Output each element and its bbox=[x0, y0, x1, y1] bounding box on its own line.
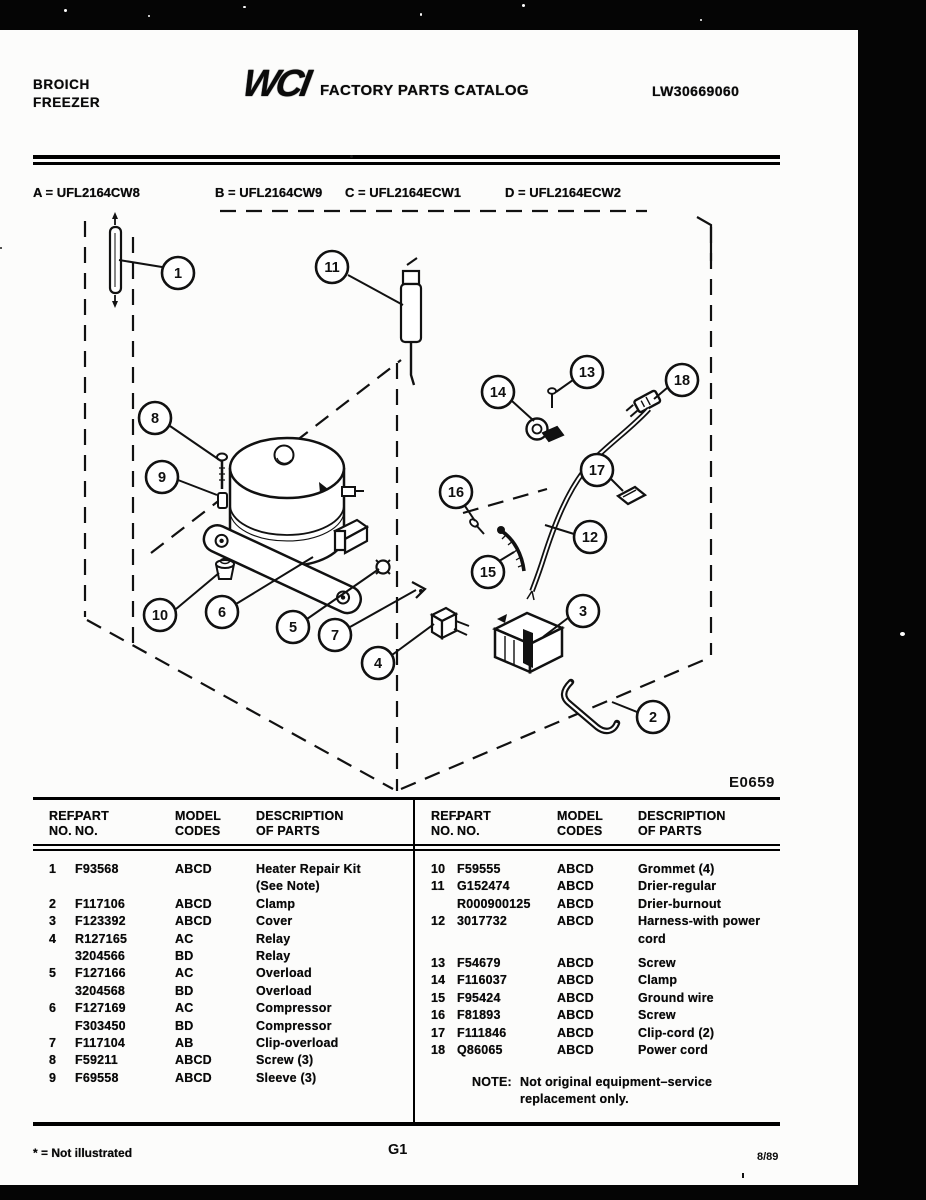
cell-part-number: G152474 bbox=[457, 879, 510, 894]
cell-model-codes: ABCD bbox=[175, 914, 212, 929]
svg-text:10: 10 bbox=[151, 608, 169, 624]
cell-part-number: R000900125 bbox=[457, 896, 531, 911]
table-note bbox=[472, 1074, 780, 1108]
cell-description: Drier-burnout bbox=[638, 896, 722, 911]
scan-speck bbox=[64, 9, 67, 12]
callout-1 bbox=[162, 257, 194, 289]
callout-4 bbox=[362, 647, 394, 679]
cell-part-number: F69558 bbox=[75, 1070, 119, 1085]
svg-text:13: 13 bbox=[578, 365, 596, 381]
cell-description: Overload bbox=[256, 966, 312, 981]
cell-model-codes: ABCD bbox=[557, 1025, 594, 1040]
callout-13 bbox=[571, 356, 603, 388]
svg-text:4: 4 bbox=[373, 656, 383, 672]
cabinet-corner bbox=[697, 217, 711, 261]
svg-text:15: 15 bbox=[479, 565, 497, 581]
scan-speck bbox=[350, 155, 353, 158]
cell-ref: 10 bbox=[431, 862, 446, 876]
cell-part-number: 3204568 bbox=[75, 983, 126, 998]
part-overload bbox=[376, 560, 390, 574]
cell-model-codes: BD bbox=[175, 1018, 194, 1033]
model-a: A = UFL2164CW8 bbox=[33, 185, 140, 200]
cell-model-codes: BD bbox=[175, 948, 194, 963]
scan-speck bbox=[420, 13, 422, 16]
callout-5 bbox=[277, 611, 309, 643]
part-drier bbox=[401, 258, 421, 385]
cell-description: Clamp bbox=[256, 896, 296, 911]
footer-date: 8/89 bbox=[757, 1151, 779, 1163]
cell-description: Screw (3) bbox=[256, 1053, 314, 1068]
parts-table-left-body bbox=[33, 861, 413, 1087]
table-row bbox=[33, 983, 413, 1000]
table-row bbox=[415, 913, 780, 930]
callout-18 bbox=[666, 364, 698, 396]
cell-description: Compressor bbox=[256, 1018, 332, 1033]
table-row bbox=[415, 931, 780, 948]
svg-text:5: 5 bbox=[288, 620, 298, 636]
parts-table-right-body bbox=[415, 861, 780, 1059]
scan-speck bbox=[700, 19, 702, 21]
svg-text:11: 11 bbox=[324, 260, 340, 276]
model-code-line bbox=[0, 185, 858, 203]
callout-12 bbox=[574, 521, 606, 553]
svg-text:2: 2 bbox=[648, 710, 658, 726]
cell-ref: 3 bbox=[49, 914, 57, 929]
parts-table-left bbox=[33, 800, 415, 1122]
cell-ref: 18 bbox=[431, 1042, 446, 1057]
cell-part-number: 3204566 bbox=[75, 948, 126, 963]
cell-part-number: F95424 bbox=[457, 990, 501, 1005]
part-clip-overload bbox=[412, 582, 425, 598]
table-header-left: REF. NO. PART NO. MODEL CODES DESCRIPTION OF PARTS bbox=[49, 809, 344, 838]
callout-6 bbox=[206, 596, 238, 628]
table-row bbox=[33, 965, 413, 982]
note-line-2: replacement only. bbox=[520, 1092, 629, 1107]
cell-description: Screw bbox=[638, 955, 676, 970]
svg-text:14: 14 bbox=[489, 385, 507, 401]
cell-model-codes: ABCD bbox=[175, 862, 212, 876]
cell-ref: 17 bbox=[431, 1025, 446, 1040]
cell-ref bbox=[415, 896, 457, 913]
table-row bbox=[33, 861, 413, 878]
diagram-code: E0659 bbox=[729, 774, 775, 791]
scan-border-top bbox=[0, 0, 926, 30]
scan-speck bbox=[742, 1173, 744, 1178]
cell-description: Compressor bbox=[256, 1001, 332, 1016]
table-row bbox=[33, 913, 413, 930]
table-row bbox=[33, 1018, 413, 1035]
cell-description: (See Note) bbox=[256, 879, 320, 894]
cell-model-codes: ABCD bbox=[175, 1053, 212, 1068]
parts-table-right bbox=[415, 800, 780, 1122]
table-row bbox=[33, 1070, 413, 1087]
cell-ref: 16 bbox=[431, 1008, 446, 1023]
cell-model-codes: ABCD bbox=[175, 896, 212, 911]
footer-not-illustrated: * = Not illustrated bbox=[33, 1146, 133, 1160]
cell-part-number: F111846 bbox=[457, 1025, 507, 1040]
cell-part-number: F59211 bbox=[75, 1053, 118, 1068]
table-row bbox=[33, 878, 413, 895]
document-number: LW30669060 bbox=[652, 83, 740, 99]
callout-7 bbox=[319, 619, 351, 651]
part-screw-13 bbox=[548, 388, 556, 408]
cell-model-codes: ABCD bbox=[557, 896, 594, 911]
cell-description: Overload bbox=[256, 983, 312, 998]
table-row bbox=[33, 931, 413, 948]
table-row bbox=[415, 1025, 780, 1042]
cell-part-number: F93568 bbox=[75, 862, 119, 876]
cell-part-number: F303450 bbox=[75, 1018, 126, 1033]
table-row bbox=[415, 896, 780, 913]
svg-text:12: 12 bbox=[581, 530, 599, 546]
cell-description: Harness-with power bbox=[638, 914, 761, 929]
part-cover bbox=[495, 613, 562, 672]
cell-ref: 2 bbox=[49, 896, 57, 911]
callout-8 bbox=[139, 402, 171, 434]
cell-model-codes: AC bbox=[175, 966, 194, 981]
part-clamp-2 bbox=[564, 682, 617, 731]
svg-text:16: 16 bbox=[447, 485, 465, 501]
cell-description: cord bbox=[638, 931, 666, 946]
scan-speck bbox=[900, 632, 905, 636]
table-row bbox=[33, 896, 413, 913]
svg-text:6: 6 bbox=[217, 605, 227, 621]
cell-model-codes: AB bbox=[175, 1035, 194, 1050]
table-row bbox=[415, 861, 780, 878]
table-header-right: REF. NO. PART NO. MODEL CODES DESCRIPTION OF PARTS bbox=[431, 809, 726, 838]
catalog-title: FACTORY PARTS CATALOG bbox=[320, 82, 529, 99]
cell-part-number: Q86065 bbox=[457, 1042, 503, 1057]
table-row bbox=[415, 955, 780, 972]
cell-ref bbox=[33, 983, 75, 1000]
part-relay bbox=[432, 608, 469, 638]
svg-text:18: 18 bbox=[673, 373, 691, 389]
svg-text:8: 8 bbox=[150, 411, 160, 427]
cell-ref: 5 bbox=[49, 966, 57, 981]
cell-model-codes bbox=[557, 931, 638, 948]
cell-ref: 15 bbox=[431, 990, 446, 1005]
table-row bbox=[33, 1035, 413, 1052]
cell-part-number: F81893 bbox=[457, 1008, 501, 1023]
cell-description: Screw bbox=[638, 1008, 676, 1023]
header-rule bbox=[33, 844, 413, 851]
header-rule bbox=[415, 844, 780, 851]
cell-part-number: F54679 bbox=[457, 955, 501, 970]
part-screw-16 bbox=[469, 518, 484, 534]
cell-description: Clip-overload bbox=[256, 1035, 339, 1050]
cell-ref: 11 bbox=[431, 879, 445, 894]
scan-speck bbox=[243, 6, 246, 8]
scan-speck bbox=[522, 4, 525, 7]
scan-speck bbox=[148, 15, 150, 17]
cell-model-codes: ABCD bbox=[557, 973, 594, 988]
callout-3 bbox=[567, 595, 599, 627]
table-row bbox=[415, 990, 780, 1007]
part-grommet bbox=[216, 559, 234, 580]
cell-description: Ground wire bbox=[638, 990, 714, 1005]
parts-diagram bbox=[35, 205, 825, 795]
cell-ref: 8 bbox=[49, 1053, 57, 1068]
cell-ref: 1 bbox=[49, 862, 57, 876]
callout-11 bbox=[316, 251, 348, 283]
table-row bbox=[33, 948, 413, 965]
callout-15 bbox=[472, 556, 504, 588]
scan-border-right bbox=[858, 0, 926, 1200]
cell-part-number: F117106 bbox=[75, 896, 126, 911]
cell-model-codes: ABCD bbox=[557, 1008, 594, 1023]
cell-part-number: F127166 bbox=[75, 966, 126, 981]
cell-part-number: F123392 bbox=[75, 914, 126, 929]
footer-page-number: G1 bbox=[388, 1142, 408, 1158]
part-clamp-14 bbox=[527, 419, 564, 442]
note-label: NOTE: bbox=[472, 1075, 512, 1090]
svg-text:9: 9 bbox=[157, 470, 167, 486]
cell-ref: 9 bbox=[49, 1070, 57, 1085]
callout-10 bbox=[144, 599, 176, 631]
cell-model-codes bbox=[175, 878, 256, 895]
table-row bbox=[415, 1007, 780, 1024]
cell-description: Cover bbox=[256, 914, 293, 929]
cell-ref bbox=[33, 878, 75, 895]
cell-model-codes: ABCD bbox=[175, 1070, 212, 1085]
leader-lines bbox=[119, 260, 667, 712]
cell-model-codes: ABCD bbox=[557, 990, 594, 1005]
svg-text:7: 7 bbox=[330, 628, 340, 644]
cell-ref: 6 bbox=[49, 1001, 57, 1016]
cell-description: Sleeve (3) bbox=[256, 1070, 317, 1085]
model-c: C = UFL2164ECW1 bbox=[345, 185, 461, 200]
table-row bbox=[415, 1042, 780, 1059]
cell-ref bbox=[415, 931, 457, 948]
cell-part-number: F127169 bbox=[75, 1001, 126, 1016]
cell-ref: 7 bbox=[49, 1035, 57, 1050]
callout-17 bbox=[581, 454, 613, 486]
cell-model-codes: ABCD bbox=[557, 914, 594, 929]
catalog-page bbox=[0, 30, 858, 1185]
table-row bbox=[33, 1052, 413, 1069]
svg-text:1: 1 bbox=[173, 266, 183, 282]
cell-model-codes: ABCD bbox=[557, 1042, 594, 1057]
cell-ref bbox=[33, 1018, 75, 1035]
cell-description: Grommet (4) bbox=[638, 862, 715, 876]
cell-model-codes: ABCD bbox=[557, 862, 594, 876]
callout-9 bbox=[146, 461, 178, 493]
callout-14 bbox=[482, 376, 514, 408]
cell-ref: 12 bbox=[431, 914, 446, 929]
scan-speck bbox=[0, 247, 2, 249]
cell-ref bbox=[33, 948, 75, 965]
cell-part-number bbox=[457, 931, 557, 948]
cell-description: Power cord bbox=[638, 1042, 709, 1057]
cell-part-number: F116037 bbox=[457, 973, 508, 988]
brand-line-2: FREEZER bbox=[33, 95, 101, 110]
cell-part-number: F59555 bbox=[457, 862, 501, 876]
callout-2 bbox=[637, 701, 669, 733]
model-b: B = UFL2164CW9 bbox=[215, 185, 323, 200]
cell-model-codes: ABCD bbox=[557, 955, 594, 970]
cell-description: Heater Repair Kit bbox=[256, 862, 361, 876]
parts-table bbox=[33, 797, 780, 1126]
cell-description: Relay bbox=[256, 931, 291, 946]
cell-model-codes: AC bbox=[175, 931, 194, 946]
cell-description: Clip-cord (2) bbox=[638, 1025, 715, 1040]
note-line-1: Not original equipment–service bbox=[520, 1075, 713, 1090]
cell-part-number bbox=[75, 878, 175, 895]
callout-16 bbox=[440, 476, 472, 508]
svg-text:17: 17 bbox=[588, 463, 606, 479]
cell-part-number: 3017732 bbox=[457, 914, 508, 929]
part-sleeve bbox=[218, 493, 227, 508]
cell-part-number: R127165 bbox=[75, 931, 128, 946]
wci-logo: WCI bbox=[239, 63, 312, 105]
cell-ref: 4 bbox=[49, 931, 57, 946]
scan-border-bottom bbox=[0, 1185, 926, 1200]
header-divider bbox=[33, 155, 780, 165]
brand-line-1: BROICH bbox=[33, 77, 90, 92]
cell-ref: 14 bbox=[431, 973, 446, 988]
cell-description: Drier-regular bbox=[638, 879, 717, 894]
cell-model-codes: ABCD bbox=[557, 879, 594, 894]
model-d: D = UFL2164ECW2 bbox=[505, 185, 621, 200]
brand-name bbox=[33, 76, 100, 112]
table-row bbox=[415, 972, 780, 989]
cell-description: Relay bbox=[256, 948, 291, 963]
svg-text:3: 3 bbox=[578, 604, 588, 620]
cell-description: Clamp bbox=[638, 973, 678, 988]
cell-model-codes: AC bbox=[175, 1001, 194, 1016]
table-row bbox=[415, 878, 780, 895]
cell-model-codes: BD bbox=[175, 983, 194, 998]
table-row bbox=[33, 1000, 413, 1017]
cell-part-number: F117104 bbox=[75, 1035, 126, 1050]
cell-ref: 13 bbox=[431, 955, 446, 970]
